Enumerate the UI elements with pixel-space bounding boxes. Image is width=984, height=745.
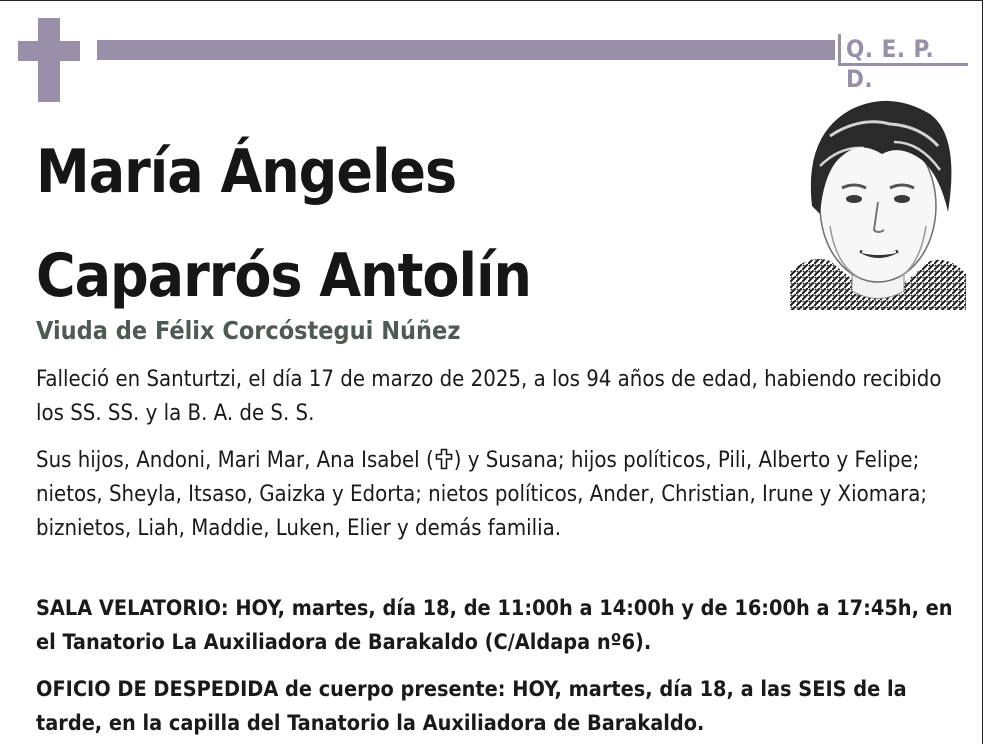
cross-icon [18, 18, 80, 102]
cross-outline-icon [434, 447, 454, 469]
portrait-photo [790, 96, 966, 310]
deceased-name [36, 120, 776, 328]
family-text-end: ) y Susana; hijos políticos, Pili, Alberto y Felipe; nietos, Sheyla, Itsaso, Gaizka y Edorta; nietos políticos, Ander, Christian, Irune y Xiomara; biznietos, Liah, Maddie, Luken, Elier y demás familia. [36, 448, 928, 541]
family-text-start: Sus hijos, Andoni, Mari Mar, Ana Isabel ( [36, 448, 434, 473]
spouse-subtitle: Viuda de Félix Corcóstegui Núñez [36, 316, 461, 345]
name-line-2: Caparrós Antolín [36, 241, 531, 311]
family-list [36, 444, 961, 546]
name-line-1: María Ángeles [36, 137, 457, 207]
wake-info: SALA VELATORIO: HOY, martes, día 18, de 11:00h a 14:00h y de 16:00h a 17:45h, en el Tanatorio La Auxiliadora de Barakaldo (C/Aldapa nº6). [36, 596, 953, 655]
death-notice: Falleció en Santurtzi, el día 17 de marzo de 2025, a los 94 años de edad, habiendo recibido los SS. SS. y la B. A. de S. S. [36, 367, 942, 426]
qepd-label: Q. E. P. D. [838, 34, 968, 66]
header-rule [97, 40, 835, 60]
service-info: OFICIO DE DESPEDIDA de cuerpo presente: HOY, martes, día 18, a las SEIS de la tarde, en la capilla del Tanatorio la Auxiliadora de Barakaldo. [36, 677, 907, 736]
